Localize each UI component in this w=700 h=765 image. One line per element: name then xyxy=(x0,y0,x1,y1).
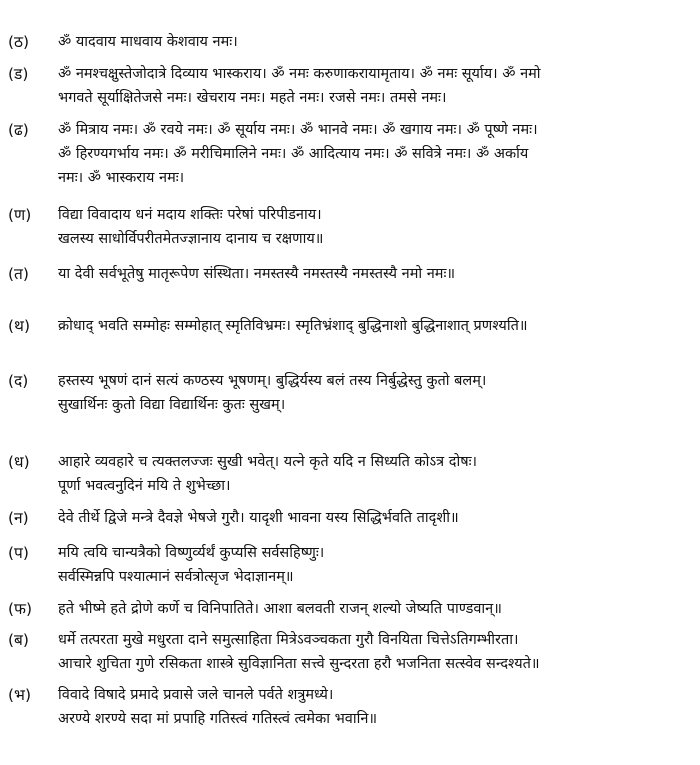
verse-line: अरण्ये शरण्ये सदा मां प्रपाहि गतिस्त्वं गतिस्त्वं त्वमेका भवानि॥ xyxy=(58,711,378,727)
verse-marker: (ठ) xyxy=(8,33,30,51)
verse-line: हस्तस्य भूषणं दानं सत्यं कण्ठस्य भूषणम्। बुद्धिर्यस्य बलं तस्य निर्बुद्धेस्तु कुतो बलम्। xyxy=(58,373,487,389)
verse-text xyxy=(58,30,694,54)
verse-text xyxy=(58,541,694,589)
verse-marker: (ध) xyxy=(8,453,30,471)
verse-line: खलस्य साधोर्विपरीतमेतज्ज्ञानाय दानाय च रक्षणाय॥ xyxy=(58,231,324,247)
verse-line: आचारे शुचिता गुणे रसिकता शास्त्रे सुविज्ञानिता सत्त्वे सुन्दरता हरौ भजनिता सत्स्वेव सन्दश्यते॥ xyxy=(58,656,540,672)
verse-line: ॐ मित्राय नमः। ॐ रवये नमः। ॐ सूर्याय नमः। ॐ भानवे नमः। ॐ खगाय नमः। ॐ पूष्णे नमः। xyxy=(58,122,538,138)
verse-line: विद्या विवादाय धनं मदाय शक्तिः परेषां परिपीडनाय। xyxy=(58,207,322,223)
verse-text xyxy=(58,118,694,190)
verse-text xyxy=(58,450,694,498)
verse-text xyxy=(58,262,694,286)
verse-marker: (भ) xyxy=(8,686,31,704)
verse-text xyxy=(58,369,694,417)
verse-marker: (न) xyxy=(8,509,29,527)
verse-marker: (ड) xyxy=(8,65,29,83)
verse-text xyxy=(58,597,694,621)
verse-line: ॐ नमश्चक्षुस्तेजोदात्रे दिव्याय भास्कराय। ॐ नमः करुणाकरायामृताय। ॐ नमः सूर्याय। ॐ नमो xyxy=(58,66,541,82)
verse-line: नमः। ॐ भास्कराय नमः। xyxy=(58,170,185,186)
verse-marker: (ब) xyxy=(8,631,29,649)
verse-line: धर्मे तत्परता मुखे मधुरता दाने समुत्साहिता मित्रेऽवञ्चकता गुरौ विनयिता चित्तेऽतिगम्भीरता। xyxy=(58,632,519,648)
verse-line: पूर्णा भवत्वनुदिनं मयि ते शुभेच्छा। xyxy=(58,478,231,494)
verse-line: क्रोधाद् भवति सम्मोहः सम्मोहात् स्मृतिविभ्रमः। स्मृतिभ्रंशाद् बुद्धिनाशो बुद्धिनाशात् प्रणश्यति॥ xyxy=(58,318,528,334)
verse-line: आहारे व्यवहारे च त्यक्तलज्जः सुखी भवेत्। यत्ने कृते यदि न सिध्यति कोऽत्र दोषः। xyxy=(58,454,478,470)
verse-line: मयि त्वयि चान्यत्रैको विष्णुर्व्यर्थं कुप्यसि सर्वसहिष्णुः। xyxy=(58,545,325,561)
verse-line: हते भीष्मे हते द्रोणे कर्णे च विनिपातिते। आशा बलवती राजन् शल्यो जेष्यति पाण्डवान्॥ xyxy=(58,601,502,617)
verse-text xyxy=(58,203,694,251)
verse-marker: (द) xyxy=(8,372,29,390)
verse-line: विवादे विषादे प्रमादे प्रवासे जले चानले पर्वते शत्रुमध्ये। xyxy=(58,687,334,703)
verse-line: भगवते सूर्याक्षितेजसे नमः। खेचराय नमः। महते नमः। रजसे नमः। तमसे नमः। xyxy=(58,90,447,106)
verse-text xyxy=(58,62,694,110)
verse-marker: (ण) xyxy=(8,206,32,224)
verse-text xyxy=(58,628,694,676)
verse-marker: (त) xyxy=(8,265,29,283)
verse-line: या देवी सर्वभूतेषु मातृरूपेण संस्थिता। नमस्तस्यै नमस्तस्यै नमस्तस्यै नमो नमः॥ xyxy=(58,266,456,282)
verse-marker: (ढ) xyxy=(8,121,29,139)
verse-line: देवे तीर्थे द्विजे मन्त्रे दैवज्ञे भेषजे गुरौ। यादृशी भावना यस्य सिद्धिर्भवति तादृशी॥ xyxy=(58,510,459,526)
verse-marker: (थ) xyxy=(8,317,30,335)
verse-text xyxy=(58,683,694,731)
verse-marker: (प) xyxy=(8,544,29,562)
verse-line: सुखार्थिनः कुतो विद्या विद्यार्थिनः कुतः सुखम्। xyxy=(58,397,286,413)
verse-text xyxy=(58,506,694,530)
verse-line: सर्वस्मिन्नपि पश्यात्मानं सर्वत्रोत्सृज भेदाज्ञानम्॥ xyxy=(58,569,294,585)
verse-marker: (फ) xyxy=(8,600,33,618)
verse-text xyxy=(58,314,694,338)
verse-line: ॐ हिरण्यगर्भाय नमः। ॐ मरीचिमालिने नमः। ॐ आदित्याय नमः। ॐ सवित्रे नमः। ॐ अर्काय xyxy=(58,146,529,162)
verse-line: ॐ यादवाय माधवाय केशवाय नमः। xyxy=(58,34,238,50)
